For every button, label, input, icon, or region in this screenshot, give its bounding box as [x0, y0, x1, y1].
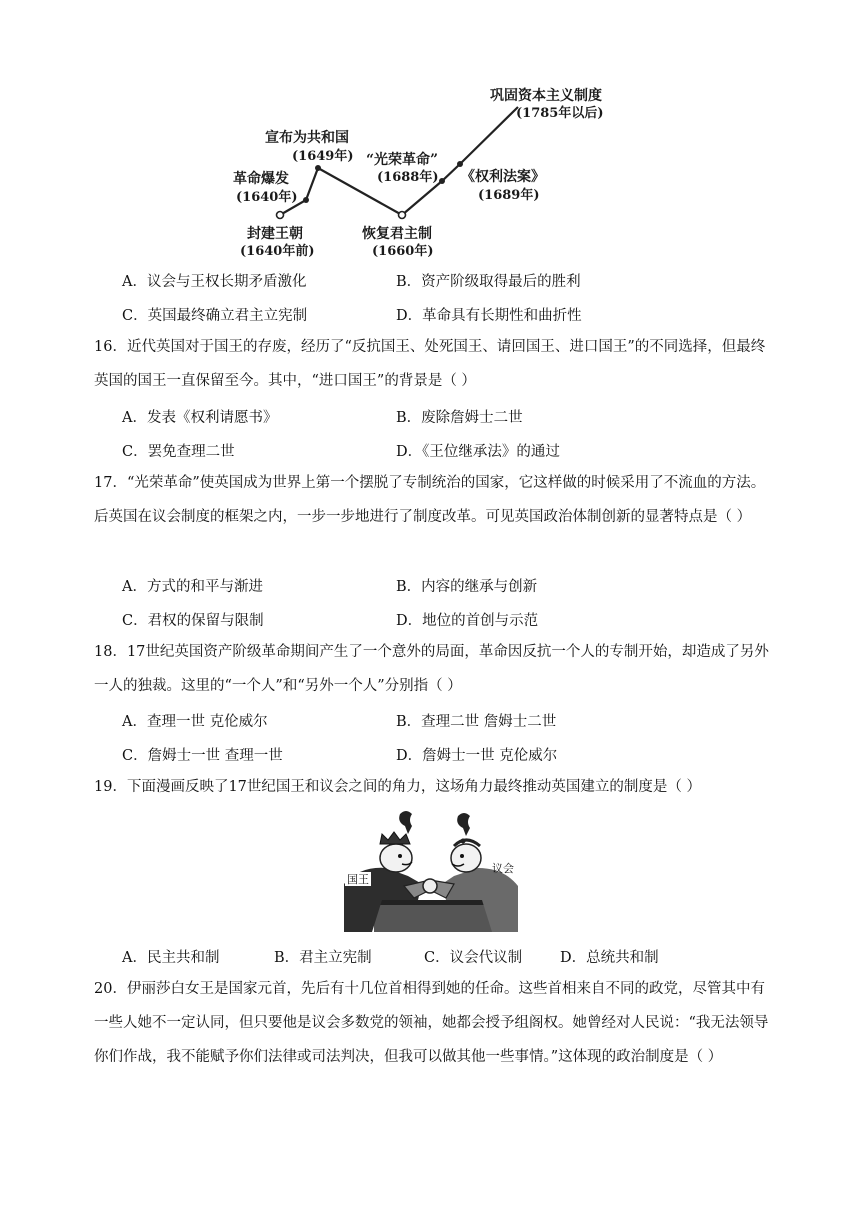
- q17-stem: 17．“光荣革命”使英国成为世界上第一个摆脱了专制统治的国家，它这样做的时候采用了不流血的方法。后英国在议会制度的框架之内，一步一步地进行了制度改革。可见英国政治体制创新的显著特点是（ ）: [94, 475, 766, 525]
- q16-option-d[interactable]: D．《王位继承法》的通过: [396, 444, 560, 460]
- q16-option-a[interactable]: A．发表《权利请愿书》: [122, 410, 278, 426]
- label-outbreak: 革命爆发: [233, 171, 289, 187]
- q16-stem: 16．近代英国对于国王的存废，经历了“反抗国王、处死国王、请回国王、进口国王”的不同选择，但最终英国的国王一直保留至今。其中，“进口国王”的背景是（ ）: [94, 339, 766, 389]
- q18-option-d[interactable]: D．詹姆士一世 克伦威尔: [396, 748, 558, 764]
- q15-option-c[interactable]: C．英国最终确立君主立宪制: [122, 308, 308, 324]
- q17-option-a[interactable]: A．方式的和平与渐进: [122, 579, 263, 595]
- q20-stem: 20．伊丽莎白女王是国家元首，先后有十几位首相得到她的任命。这些首相来自不同的政党，尽管其中有一些人她不一定认同，但只要他是议会多数党的领袖，她都会授予组阁权。她曾经对人民说：“我无法领导你们作战，我不能赋予你们法律或司法判决，但我可以做其他一些事情。”这体现的政治制度是（ ）: [94, 981, 769, 1065]
- q16-option-b[interactable]: B．废除詹姆士二世: [396, 410, 523, 426]
- q19-option-b[interactable]: B．君主立宪制: [274, 950, 372, 966]
- label-feudal-year: (1640年前): [240, 244, 315, 259]
- q15-option-d[interactable]: D．革命具有长期性和曲折性: [396, 308, 582, 324]
- label-glorious: “光荣革命”: [366, 152, 439, 168]
- outbreak-point: [303, 197, 309, 203]
- king-parliament-cartoon: [342, 806, 518, 932]
- label-glorious-year: (1688年): [377, 170, 439, 185]
- q16-option-c[interactable]: C．罢免查理二世: [122, 444, 235, 460]
- label-restoration-year: (1660年): [372, 244, 434, 259]
- q18-stem: 18．17世纪英国资产阶级革命期间产生了一个意外的局面，革命因反抗一个人的专制开始，却造成了另外一人的独裁。这里的“一个人”和“另外一个人”分别指（ ）: [94, 644, 769, 694]
- label-consolidate: 巩固资本主义制度: [490, 88, 602, 104]
- label-bill: 《权利法案》: [461, 169, 545, 185]
- q15-option-a[interactable]: A．议会与王权长期矛盾激化: [122, 274, 307, 290]
- label-feudal: 封建王朝: [247, 226, 303, 242]
- q19-stem: 19．下面漫画反映了17世纪国王和议会之间的角力，这场角力最终推动英国建立的制度是（ ）: [94, 779, 702, 795]
- q17-option-c[interactable]: C．君权的保留与限制: [122, 613, 264, 629]
- restoration-point: [399, 212, 406, 219]
- revolution-timeline-diagram: [228, 78, 638, 260]
- label-outbreak-year: (1640年): [236, 190, 298, 205]
- q15-option-b[interactable]: B．资产阶级取得最后的胜利: [396, 274, 581, 290]
- label-republic: 宣布为共和国: [265, 130, 349, 146]
- q18-option-b[interactable]: B．查理二世 詹姆士二世: [396, 714, 557, 730]
- q18-option-a[interactable]: A．查理一世 克伦威尔: [122, 714, 268, 730]
- q17-option-b[interactable]: B．内容的继承与创新: [396, 579, 538, 595]
- q19-option-a[interactable]: A．民主共和制: [122, 950, 220, 966]
- q17-option-d[interactable]: D．地位的首创与示范: [396, 613, 539, 629]
- q19-option-c[interactable]: C．议会代议制: [424, 950, 523, 966]
- label-republic-year: (1649年): [292, 149, 354, 164]
- label-restoration: 恢复君主制: [362, 226, 432, 242]
- q19-option-d[interactable]: D．总统共和制: [560, 950, 659, 966]
- republic-point: [315, 165, 321, 171]
- glorious-point: [439, 178, 445, 184]
- cartoon-king-label: 国王: [347, 873, 369, 886]
- label-consolidate-year: (1785年以后): [516, 106, 604, 121]
- label-bill-year: (1689年): [478, 188, 540, 203]
- q18-option-c[interactable]: C．詹姆士一世 查理一世: [122, 748, 283, 764]
- cartoon-parliament-label: 议会: [492, 862, 514, 875]
- feudal-point: [277, 212, 284, 219]
- bill-point: [457, 161, 463, 167]
